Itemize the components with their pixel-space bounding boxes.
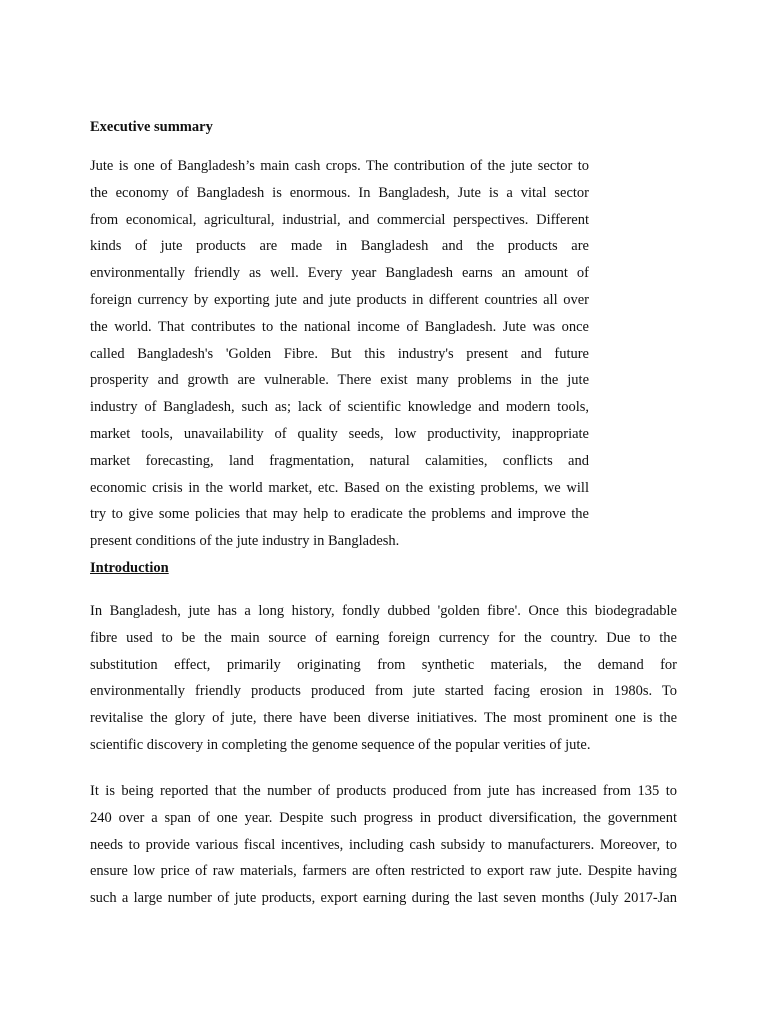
text-line: fibre used to be the main source of earning foreign currency for the country. Due to the	[90, 629, 677, 646]
text-line: industry of Bangladesh, such as; lack of scientific knowledge and modern tools,	[90, 399, 589, 416]
text-line: 240 over a span of one year. Despite such progress in product diversification, the government	[90, 809, 677, 826]
text-line: kinds of jute products are made in Bangladesh and the products are	[90, 238, 589, 255]
text-line: market tools, unavailability of quality seeds, low productivity, inappropriate	[90, 425, 589, 442]
text-line: It is being reported that the number of products produced from jute has increased from 135 to	[90, 783, 677, 799]
introduction-heading: Introduction	[90, 560, 169, 576]
executive-summary-heading: Executive summary	[90, 119, 213, 135]
introduction-paragraph-1	[90, 598, 677, 759]
text-line: In Bangladesh, jute has a long history, fondly dubbed 'golden fibre'. Once this biodegradable	[90, 603, 677, 619]
text-line: such a large number of jute products, export earning during the last seven months (July 2017-Jan	[90, 890, 677, 907]
text-line: economic crisis in the world market, etc. Based on the existing problems, we will	[90, 479, 589, 496]
text-line: foreign currency by exporting jute and jute products in different countries all over	[90, 291, 589, 308]
text-line: try to give some policies that may help to eradicate the problems and improve the	[90, 506, 589, 523]
text-line: the world. That contributes to the national income of Bangladesh. Jute was once	[90, 318, 589, 335]
text-line: needs to provide various fiscal incentives, including cash subsidy to manufacturers. Moreover, to	[90, 836, 677, 853]
text-line: called Bangladesh's 'Golden Fibre. But this industry's present and future	[90, 345, 589, 362]
text-line: substitution effect, primarily originating from synthetic materials, the demand for	[90, 656, 677, 673]
text-line: Jute is one of Bangladesh’s main cash crops. The contribution of the jute sector to	[90, 158, 589, 174]
text-line: environmentally friendly products produced from jute started facing erosion in 1980s. To	[90, 683, 677, 700]
text-line: from economical, agricultural, industrial, and commercial perspectives. Different	[90, 211, 589, 228]
text-line: present conditions of the jute industry in Bangladesh.	[90, 533, 400, 550]
text-line: prosperity and growth are vulnerable. There exist many problems in the jute	[90, 372, 589, 389]
introduction-paragraph-2	[90, 778, 677, 912]
text-line: ensure low price of raw materials, farmers are often restricted to export raw jute. Despite having	[90, 863, 677, 880]
text-line: market forecasting, land fragmentation, natural calamities, conflicts and	[90, 452, 589, 469]
executive-summary-paragraph	[90, 153, 589, 555]
text-line: revitalise the glory of jute, there have been diverse initiatives. The most prominent one is the	[90, 710, 677, 727]
text-line: scientific discovery in completing the genome sequence of the popular verities of jute.	[90, 736, 591, 753]
text-line: the economy of Bangladesh is enormous. In Bangladesh, Jute is a vital sector	[90, 184, 589, 201]
text-line: environmentally friendly as well. Every year Bangladesh earns an amount of	[90, 265, 589, 282]
